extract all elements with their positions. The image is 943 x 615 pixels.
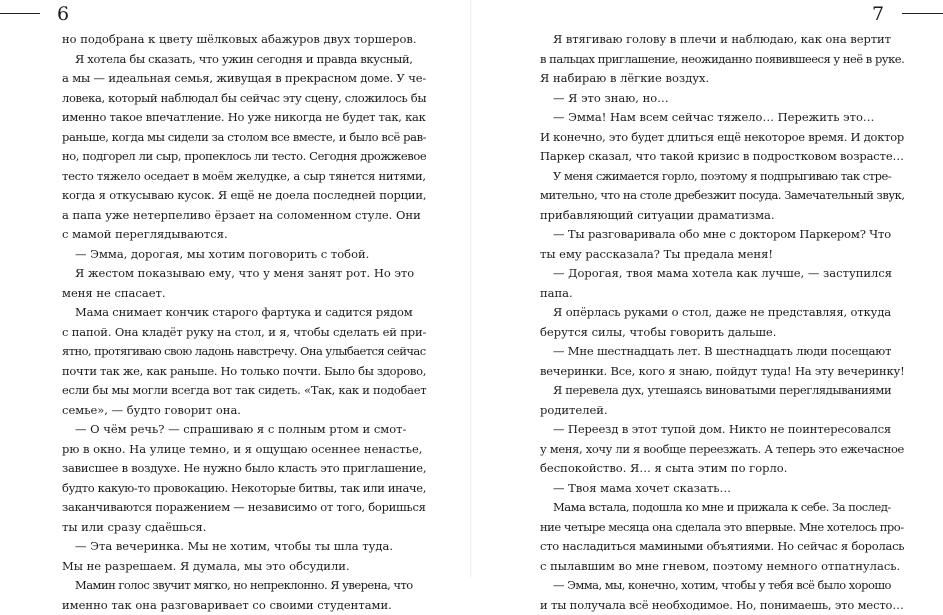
text-line: — Я это знаю, но…: [540, 89, 904, 109]
text-line: но, подгорел ли сыр, пропеклось ли тесто. Сегодня дрожжевое: [62, 147, 426, 167]
text-line: зависшее в воздухе. Не нужно было класть это приглашение,: [62, 459, 426, 479]
text-line: У меня сжимается горло, поэтому я подпрыгиваю так стре-: [540, 167, 904, 187]
text-line: — Эмма, дорогая, мы хотим поговорить с тобой.: [62, 245, 426, 265]
text-line: когда я откусываю кусок. Я ещё не доела последней порции,: [62, 186, 426, 206]
text-line: Я втягиваю голову в плечи и наблюдаю, как она вертит: [540, 30, 904, 50]
text-line: Мама снимает кончик старого фартука и садится рядом: [62, 303, 426, 323]
text-line: — Эмма, мы, конечно, хотим, чтобы у тебя всё было хорошо: [540, 576, 904, 596]
text-line: Я перевела дух, утешаясь виноватыми переглядываниями: [540, 381, 904, 401]
text-line: Мамин голос звучит мягко, но непреклонно. Я уверена, что: [62, 576, 426, 596]
text-line: и ты получала всё необходимое. Но, понимаешь, это место…: [540, 596, 904, 615]
text-line: сто насладиться мамиными объятиями. Но сейчас я боролась: [540, 537, 904, 557]
text-line: Я хотела бы сказать, что ужин сегодня и правда вкусный,: [62, 50, 426, 70]
text-line: папа.: [540, 284, 904, 304]
text-line: тесто тяжело оседает в моём желудке, а сыр тянется нитями,: [62, 167, 426, 187]
text-line: Мама встала, подошла ко мне и прижала к себе. За послед-: [540, 498, 904, 518]
text-line: ты или сразу сдаёшься.: [62, 518, 426, 538]
text-line: — Эта вечеринка. Мы не хотим, чтобы ты шла туда.: [62, 537, 426, 557]
text-line: Я набираю в лёгкие воздух.: [540, 69, 904, 89]
text-line: с папой. Она кладёт руку на стол, и я, чтобы сделать ей при-: [62, 323, 426, 343]
text-line: — Переезд в этот тупой дом. Никто не поинтересовался: [540, 420, 904, 440]
text-line: но подобрана к цвету шёлковых абажуров двух торшеров.: [62, 30, 426, 50]
text-line: у меня, хочу ли я вообще переезжать. А теперь это ежечасное: [540, 440, 904, 460]
text-line: ние четыре месяца она сделала это впервые. Мне хотелось про-: [540, 518, 904, 538]
text-line: Я жестом показываю ему, что у меня занят рот. Но это: [62, 264, 426, 284]
text-line: берутся силы, чтобы говорить дальше.: [540, 323, 904, 343]
text-line: Паркер сказал, что такой кризис в подростковом возрасте…: [540, 147, 904, 167]
text-line: прибавляющий ситуации драматизма.: [540, 206, 904, 226]
text-line: ловека, который наблюдал бы сейчас эту сцену, сложилось бы: [62, 89, 426, 109]
text-line: — Мне шестнадцать лет. В шестнадцать люди посещают: [540, 342, 904, 362]
text-line: — Ты разговаривала обо мне с доктором Паркером? Что: [540, 225, 904, 245]
page-gutter: [470, 0, 472, 577]
text-line: — Дорогая, твоя мама хотела как лучше, — заступился: [540, 264, 904, 284]
left-page-text: [62, 30, 426, 615]
text-line: беспокойство. Я… я сыта этим по горло.: [540, 459, 904, 479]
text-line: мительно, что на столе дребезжит посуда. Замечательный звук,: [540, 186, 904, 206]
left-header-rule: [0, 13, 40, 14]
left-page-number: 6: [57, 2, 69, 26]
text-line: семье», — будто говорит она.: [62, 401, 426, 421]
text-line: с мамой переглядываются.: [62, 225, 426, 245]
text-line: Мы не разрешаем. Я думала, мы это обсудили.: [62, 557, 426, 577]
text-line: именно так она разговаривает со своими студентами.: [62, 596, 426, 615]
right-header-rule: [902, 13, 943, 14]
text-line: Я опёрлась руками о стол, даже не представляя, откуда: [540, 303, 904, 323]
text-line: ты ему рассказала? Ты предала меня!: [540, 245, 904, 265]
text-line: с пылавшим во мне гневом, поэтому немного отпатнулась.: [540, 557, 904, 577]
text-line: а мы — идеальная семья, живущая в прекрасном доме. У че-: [62, 69, 426, 89]
text-line: рю в окно. На улице темно, и я ощущаю осеннее ненастье,: [62, 440, 426, 460]
text-line: ятно, протягиваю свою ладонь навстречу. Она улыбается сейчас: [62, 342, 426, 362]
right-page-number: 7: [872, 2, 884, 26]
text-line: именно такое впечатление. Но уже никогда не будет так, как: [62, 108, 426, 128]
text-line: — Твоя мама хочет сказать…: [540, 479, 904, 499]
text-line: будто какую-то провокацию. Некоторые битвы, так или иначе,: [62, 479, 426, 499]
text-line: — Эмма! Нам всем сейчас тяжело… Пережить это…: [540, 108, 904, 128]
text-line: меня не спасает.: [62, 284, 426, 304]
text-line: заканчиваются поражением — независимо от того, боришься: [62, 498, 426, 518]
text-line: а папа уже нетерпеливо ёрзает на соломенном стуле. Они: [62, 206, 426, 226]
text-line: родителей.: [540, 401, 904, 421]
text-line: почти так же, как раньше. Но только почти. Было бы здорово,: [62, 362, 426, 382]
text-line: если бы мы могли всегда вот так сидеть. «Так, как и подобает: [62, 381, 426, 401]
text-line: вечеринки. Все, кого я знаю, пойдут туда! На эту вечеринку!: [540, 362, 904, 382]
text-line: И конечно, это будет длиться ещё некоторое время. И доктор: [540, 128, 904, 148]
text-line: — О чём речь? — спрашиваю я с полным ртом и смот-: [62, 420, 426, 440]
text-line: раньше, когда мы сидели за столом все вместе, и было всё рав-: [62, 128, 426, 148]
right-page-text: [540, 30, 904, 615]
text-line: в пальцах приглашение, неожиданно появившееся у неё в руке.: [540, 50, 904, 70]
